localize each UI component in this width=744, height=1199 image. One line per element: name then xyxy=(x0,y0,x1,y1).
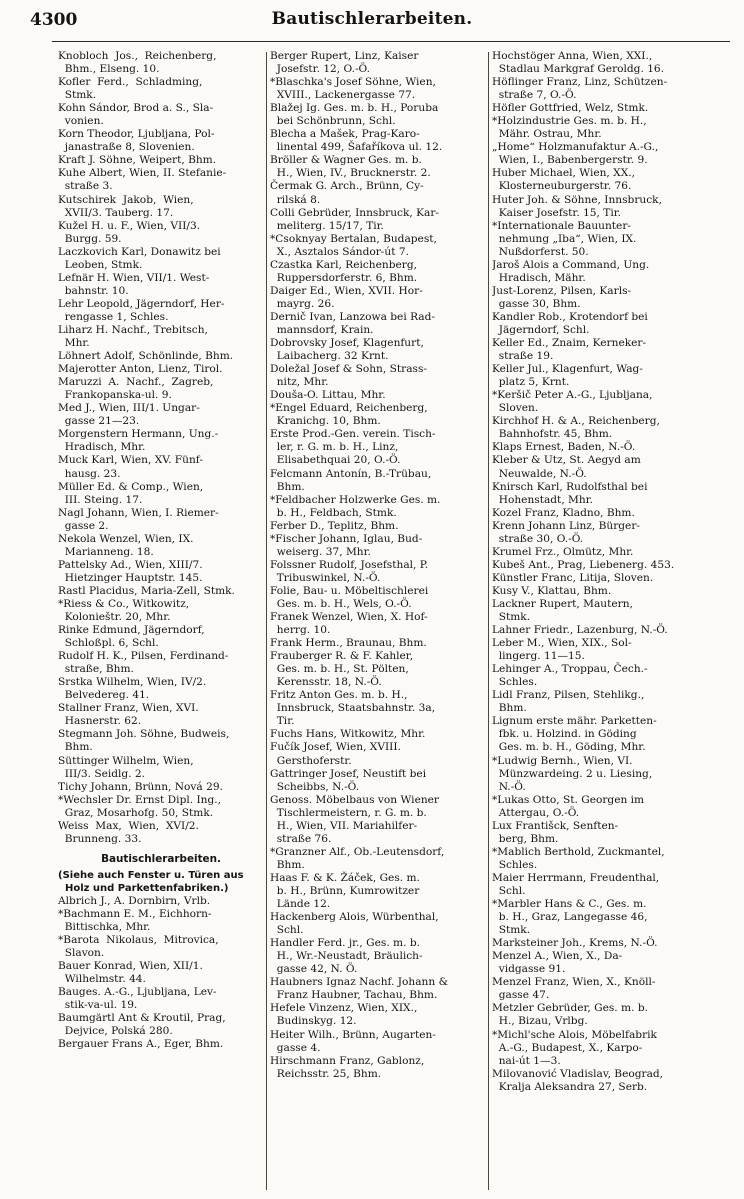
directory-entry: Höflinger Franz, Linz, Schützen- straße 7, O.-Ö. xyxy=(492,76,668,102)
directory-entry: Daiger Ed., Wien, XVII. Hor- mayrg. 26. xyxy=(270,284,423,310)
directory-entry: Muck Karl, Wien, XV. Fünf- hausg. 23. xyxy=(58,454,203,480)
directory-entry: Kleber & Utz, St. Aegyd am Neuwalde, N.-Ö. xyxy=(492,454,641,480)
directory-entry: Fučík Josef, Wien, XVIII. Gersthoferstr. xyxy=(270,741,401,767)
directory-entry: Blažej Ig. Ges. m. b. H., Poruba bei Schönbrunn, Schl. xyxy=(270,102,439,128)
directory-entry: Erste Prod.-Gen. verein. Tisch- ler, r. G. m. b. H., Linz, Elisabethquai 20, O.-Ö. xyxy=(270,428,436,467)
directory-entry: *Engel Eduard, Reichenberg, Kranichg. 10, Bhm. xyxy=(270,402,428,428)
column-right-entries xyxy=(492,50,732,1094)
directory-entry: Leber M., Wien, XIX., Sol- lingerg. 11—15. xyxy=(492,637,632,663)
directory-entry: Czastka Karl, Reichenberg, Ruppersdorferstr. 6, Bhm. xyxy=(270,258,418,284)
directory-entry: Lignum erste mähr. Parketten- fbk. u. Holzind. in Göding Ges. m. b. H., Göding, Mhr. xyxy=(492,715,657,754)
directory-entry: Dernič Ivan, Lanzowa bei Rad- mannsdorf, Krain. xyxy=(270,310,435,336)
directory-entry: Lackner Rupert, Mautern, Stmk. xyxy=(492,597,633,624)
directory-entry: *Ludwig Bernh., Wien, VI. Münzwardeing. 2 u. Liesing, N.-Ö. xyxy=(492,754,653,793)
directory-entry: Keller Ed., Znaim, Kerneker- straße 19. xyxy=(492,337,647,363)
directory-entry: Krenn Johann Linz, Bürger- straße 30, O.-Ö. xyxy=(492,519,640,545)
directory-entry: Kubeš Ant., Prag, Liebenerg. 453. xyxy=(492,558,675,571)
directory-entry: Gattringer Josef, Neustift bei Scheibbs, N.-Ö. xyxy=(270,767,427,793)
directory-entry: *Bachmann E. M., Eichhorn- Bittischka, Mhr. xyxy=(58,908,212,934)
directory-entry: Tichy Johann, Brünn, Nová 29. xyxy=(58,780,223,793)
directory-entry: Bauges. A.-G., Ljubljana, Lev- stik-va-ul. 19. xyxy=(58,986,217,1012)
directory-entry: Kozel Franz, Kladno, Bhm. xyxy=(492,506,635,519)
directory-entry: Keller Jul., Klagenfurt, Wag- platz 5, Krnt. xyxy=(492,363,643,389)
directory-entry: Lehr Leopold, Jägerndorf, Her- rengasse 1, Schles. xyxy=(58,297,225,323)
directory-entry: Baumgärtl Ant & Kroutil, Prag, Dejvice, Polská 280. xyxy=(58,1012,226,1038)
section-note: (Siehe auch Fenster u. Türen aus Holz und Parkettenfabriken.) xyxy=(58,869,244,894)
directory-entry: *Michl'sche Alois, Möbelfabrik A.-G., Budapest, X., Karpo- nai-út 1—3. xyxy=(492,1028,657,1067)
directory-entry: *Keršič Peter A.-G., Ljubljana, Sloven. xyxy=(492,389,653,415)
directory-entry: Stallner Franz, Wien, XVI. Hasnerstr. 62. xyxy=(58,702,199,728)
directory-entry: Heiter Wilh., Brünn, Augarten- gasse 4. xyxy=(270,1028,436,1054)
directory-entry: Čermak G. Arch., Brünn, Cy- rilská 8. xyxy=(270,180,424,206)
directory-entry: Albrich J., A. Dornbirn, Vrlb. xyxy=(58,894,211,907)
column-divider xyxy=(266,52,267,1190)
directory-entry: Doležal Josef & Sohn, Strass- nitz, Mhr. xyxy=(270,363,427,389)
directory-entry: Knobloch Jos., Reichenberg, Bhm., Elseng. 10. xyxy=(58,50,217,76)
column-middle xyxy=(270,50,486,1081)
directory-entry: Colli Gebrüder, Innsbruck, Kar- meliterg. 15/17, Tir. xyxy=(270,206,439,232)
directory-entry: Kusy V., Klattau, Bhm. xyxy=(492,584,612,597)
directory-entry: Weiss Max, Wien, XVI/2. Brunneng. 33. xyxy=(58,819,199,845)
directory-entry: Maruzzi A. Nachf., Zagreb, Frankopanska-ul. 9. xyxy=(58,376,214,402)
directory-entry: Kuhe Albert, Wien, II. Stefanie- straße 3. xyxy=(58,167,227,193)
directory-entry: Kutschirek Jakob, Wien, XVII/3. Tauberg. 17. xyxy=(58,193,194,219)
directory-entry: Lefnär H. Wien, VII/1. West- bahnstr. 10. xyxy=(58,271,210,297)
directory-entry: *Lukas Otto, St. Georgen im Attergau, O.-Ö. xyxy=(492,793,645,819)
directory-entry: Krumel Frz., Olmütz, Mhr. xyxy=(492,545,634,558)
directory-entry: Maier Herrmann, Freudenthal, Schl. xyxy=(492,871,660,897)
directory-entry: Löhnert Adolf, Schönlinde, Bhm. xyxy=(58,350,234,363)
directory-entry: *Granzner Alf., Ob.-Leutensdorf, Bhm. xyxy=(270,845,445,871)
page-header xyxy=(0,0,744,40)
directory-entry: *Blaschka's Josef Söhne, Wien, XVIII., Lackenergasse 77. xyxy=(270,76,436,102)
directory-entry: Genoss. Möbelbaus von Wiener Tischlermeistern, r. G. m. b. H., Wien, VII. Mariahilfer- straße 76. xyxy=(270,793,439,845)
directory-entry: Franek Wenzel, Wien, X. Hof- herrg. 10. xyxy=(270,611,428,637)
directory-entry: Handler Ferd. jr., Ges. m. b. H., Wr.-Neustadt, Bräulich- gasse 42, N. Ö. xyxy=(270,937,423,976)
directory-entry: *Internationale Bauunter- nehmung „Iba“, Wien, IX. Nußdorferst. 50. xyxy=(492,219,637,258)
directory-entry: Lehinger A., Troppau, Čech.- Schles. xyxy=(492,663,648,689)
directory-entry: *Feldbacher Holzwerke Ges. m. b. H., Feldbach, Stmk. xyxy=(270,493,441,519)
column-left-entries xyxy=(58,50,264,846)
directory-entry: Klaps Ernest, Baden, N.-Ö. xyxy=(492,441,636,454)
directory-entry: Ferber D., Teplitz, Bhm. xyxy=(270,519,399,532)
directory-entry: Milovanović Vladislav, Beograd, Kralja Aleksandra 27, Serb. xyxy=(492,1067,664,1093)
directory-entry: Huber Michael, Wien, XX., Klosterneuburgerstr. 76. xyxy=(492,167,635,193)
column-right xyxy=(492,50,732,1094)
directory-entry: Huter Joh. & Söhne, Innsbruck, Kaiser Josefstr. 15, Tir. xyxy=(492,193,662,219)
directory-entry: *Fischer Johann, Iglau, Bud- weiserg. 37, Mhr. xyxy=(270,532,423,558)
directory-entry: Just-Lorenz, Pilsen, Karls- gasse 30, Bhm. xyxy=(492,284,632,310)
directory-entry: Kohn Sándor, Brod a. S., Sla- vonien. xyxy=(58,102,214,128)
directory-entry: Lux Františck, Senften- berg, Bhm. xyxy=(492,819,619,845)
directory-entry: Douša-O. Littau, Mhr. xyxy=(270,389,386,402)
directory-entry: Blecha a Mašek, Prag-Karo- linental 499, Šafaříkova ul. 12. xyxy=(270,128,443,154)
column-divider xyxy=(488,52,489,1190)
directory-entry: Künstler Franc, Litija, Sloven. xyxy=(492,571,654,584)
directory-entry: Marksteiner Joh., Krems, N.-Ö. xyxy=(492,937,658,950)
directory-entry: Rinke Edmund, Jägerndorf, Schloßpl. 6, Schl. xyxy=(58,624,205,650)
directory-entry: Frank Herm., Braunau, Bhm. xyxy=(270,637,427,650)
directory-entry: Morgenstern Hermann, Ung.- Hradisch, Mhr. xyxy=(58,428,219,454)
directory-entry: Kužel H. u. F., Wien, VII/3. Burgg. 59. xyxy=(58,219,201,245)
directory-entry: *Wechsler Dr. Ernst Dipl. Ing., Graz, Mosarhofg. 50, Stmk. xyxy=(58,793,221,819)
directory-entry: Felcmann Antonín, B.-Trübau, Bhm. xyxy=(270,467,432,493)
directory-entry: Kirchhof H. & A., Reichenberg, Bahnhofstr. 45, Bhm. xyxy=(492,415,660,441)
directory-entry: Müller Ed. & Comp., Wien, III. Steing. 17. xyxy=(58,480,204,506)
directory-entry: Kandler Rob., Krotendorf bei Jägerndorf, Schl. xyxy=(492,310,648,336)
page-title: Bautischlerarbeiten. xyxy=(271,9,473,29)
directory-entry: Laczkovich Karl, Donawitz bei Leoben, Stmk. xyxy=(58,245,221,271)
directory-entry: Hefele Vinzenz, Wien, XIX., Budinskyg. 12. xyxy=(270,1002,418,1028)
directory-entry: Hirschmann Franz, Gablonz, Reichsstr. 25, Bhm. xyxy=(270,1054,425,1080)
directory-entry: Rudolf H. K., Pilsen, Ferdinand- straße, Bhm. xyxy=(58,650,229,676)
directory-entry: Pattelsky Ad., Wien, XIII/7. Hietzinger Hauptstr. 145. xyxy=(58,558,203,584)
directory-entry: Bröller & Wagner Ges. m. b. H., Wien, IV., Brucknerstr. 2. xyxy=(270,154,431,180)
directory-entry: *Csoknyay Bertalan, Budapest, X., Asztalos Sándor-út 7. xyxy=(270,232,437,258)
directory-entry: Med J., Wien, III/1. Ungar- gasse 21—23. xyxy=(58,402,200,428)
directory-entry: *Holzindustrie Ges. m. b. H., Mähr. Ostrau, Mhr. xyxy=(492,115,647,141)
directory-entry: *Barota Nikolaus, Mitrovica, Slavon. xyxy=(58,934,219,960)
directory-entry: Jaroš Alois a Command, Ung. Hradisch, Mähr. xyxy=(492,258,650,284)
directory-entry: Kraft J. Söhne, Weipert, Bhm. xyxy=(58,154,217,167)
directory-entry: Lahner Friedr., Lazenburg, N.-Ö. xyxy=(492,624,668,637)
directory-entry: Kofler Ferd., Schladming, Stmk. xyxy=(58,76,203,102)
directory-entry: Rastl Placidus, Maria-Zell, Stmk. xyxy=(58,584,235,597)
page-number: 4300 xyxy=(30,10,78,30)
directory-entry: Süttinger Wilhelm, Wien, III/3. Seidlg. 2. xyxy=(58,754,194,780)
directory-entry: *Marbler Hans & C., Ges. m. b. H., Graz, Langegasse 46, Stmk. xyxy=(492,898,648,937)
directory-entry: Srstka Wilhelm, Wien, IV/2. Belvedereg. 41. xyxy=(58,676,207,702)
column-middle-entries xyxy=(270,50,486,1081)
directory-entry: Liharz H. Nachf., Trebitsch, Mhr. xyxy=(58,323,208,350)
directory-entry: Bauer Konrad, Wien, XII/1. Wilhelmstr. 44. xyxy=(58,960,203,986)
directory-entry: Haubners Ignaz Nachf. Johann & Franz Haubner, Tachau, Bhm. xyxy=(270,976,448,1002)
directory-entry: Korn Theodor, Ljubljana, Pol- janastraße 8, Slovenien. xyxy=(58,128,215,154)
directory-entry: Knirsch Karl, Rudolfsthal bei Hohenstadt, Mhr. xyxy=(492,480,648,506)
directory-entry: Nekola Wenzel, Wien, IX. Marianneng. 18. xyxy=(58,532,194,558)
directory-entry: Frauberger R. & F. Kahler, Ges. m. b. H., St. Pölten, Kerensstr. 18, N.-Ö. xyxy=(270,650,414,689)
directory-entry: Hochstöger Anna, Wien, XXI., Stadlau Markgraf Geroldg. 16. xyxy=(492,50,665,76)
directory-entry: Majerotter Anton, Lienz, Tirol. xyxy=(58,363,223,376)
directory-entry: *Riess & Co., Witkowitz, Kolonieštr. 20, Mhr. xyxy=(58,597,190,624)
directory-entry: Metzler Gebrüder, Ges. m. b. H., Bizau, Vrlbg. xyxy=(492,1002,648,1028)
directory-entry: Dobrovsky Josef, Klagenfurt, Laibacherg. 32 Krnt. xyxy=(270,337,424,363)
directory-entry: „Home“ Holzmanufaktur A.-G., Wien, I., Babenbergerstr. 9. xyxy=(492,141,659,167)
column-left xyxy=(58,50,264,1052)
directory-entry: Menzel Franz, Wien, X., Knöll- gasse 47. xyxy=(492,976,656,1002)
header-rule xyxy=(52,41,730,42)
section-heading: Bautischlerarbeiten. xyxy=(101,852,221,865)
directory-entry: Folssner Rudolf, Josefsthal, P. Tribuswinkel, N.-Ö. xyxy=(270,558,429,584)
directory-entry: Nagl Johann, Wien, I. Riemer- gasse 2. xyxy=(58,506,219,532)
directory-entry: Folie, Bau- u. Möbeltischlerei Ges. m. b. H., Wels, O.-Ö. xyxy=(270,584,429,610)
directory-entry: Fuchs Hans, Witkowitz, Mhr. xyxy=(270,728,426,741)
directory-columns xyxy=(58,50,732,1192)
directory-entry: Hackenberg Alois, Würbenthal, Schl. xyxy=(270,911,439,937)
directory-entry: Bergauer Frans A., Eger, Bhm. xyxy=(58,1038,224,1051)
directory-entry: Berger Rupert, Linz, Kaiser Josefstr. 12, O.-Ö. xyxy=(270,50,419,76)
directory-entry: Stegmann Joh. Söhne, Budweis, Bhm. xyxy=(58,728,230,754)
directory-entry: Fritz Anton Ges. m. b. H., Innsbruck, Staatsbahnstr. 3a, Tir. xyxy=(270,689,436,728)
directory-entry: Haas F. & K. Žáček, Ges. m. b. H., Brünn, Kumrowitzer Lände 12. xyxy=(270,871,420,911)
directory-entry: Menzel A., Wien, X., Da- vidgasse 91. xyxy=(492,950,623,976)
directory-entry: Lidl Franz, Pilsen, Stehlikg., Bhm. xyxy=(492,689,645,715)
section-entries xyxy=(58,895,264,1052)
directory-entry: Höfler Gottfried, Welz, Stmk. xyxy=(492,102,649,115)
directory-entry: *Mablich Berthold, Zuckmantel, Schles. xyxy=(492,845,665,871)
